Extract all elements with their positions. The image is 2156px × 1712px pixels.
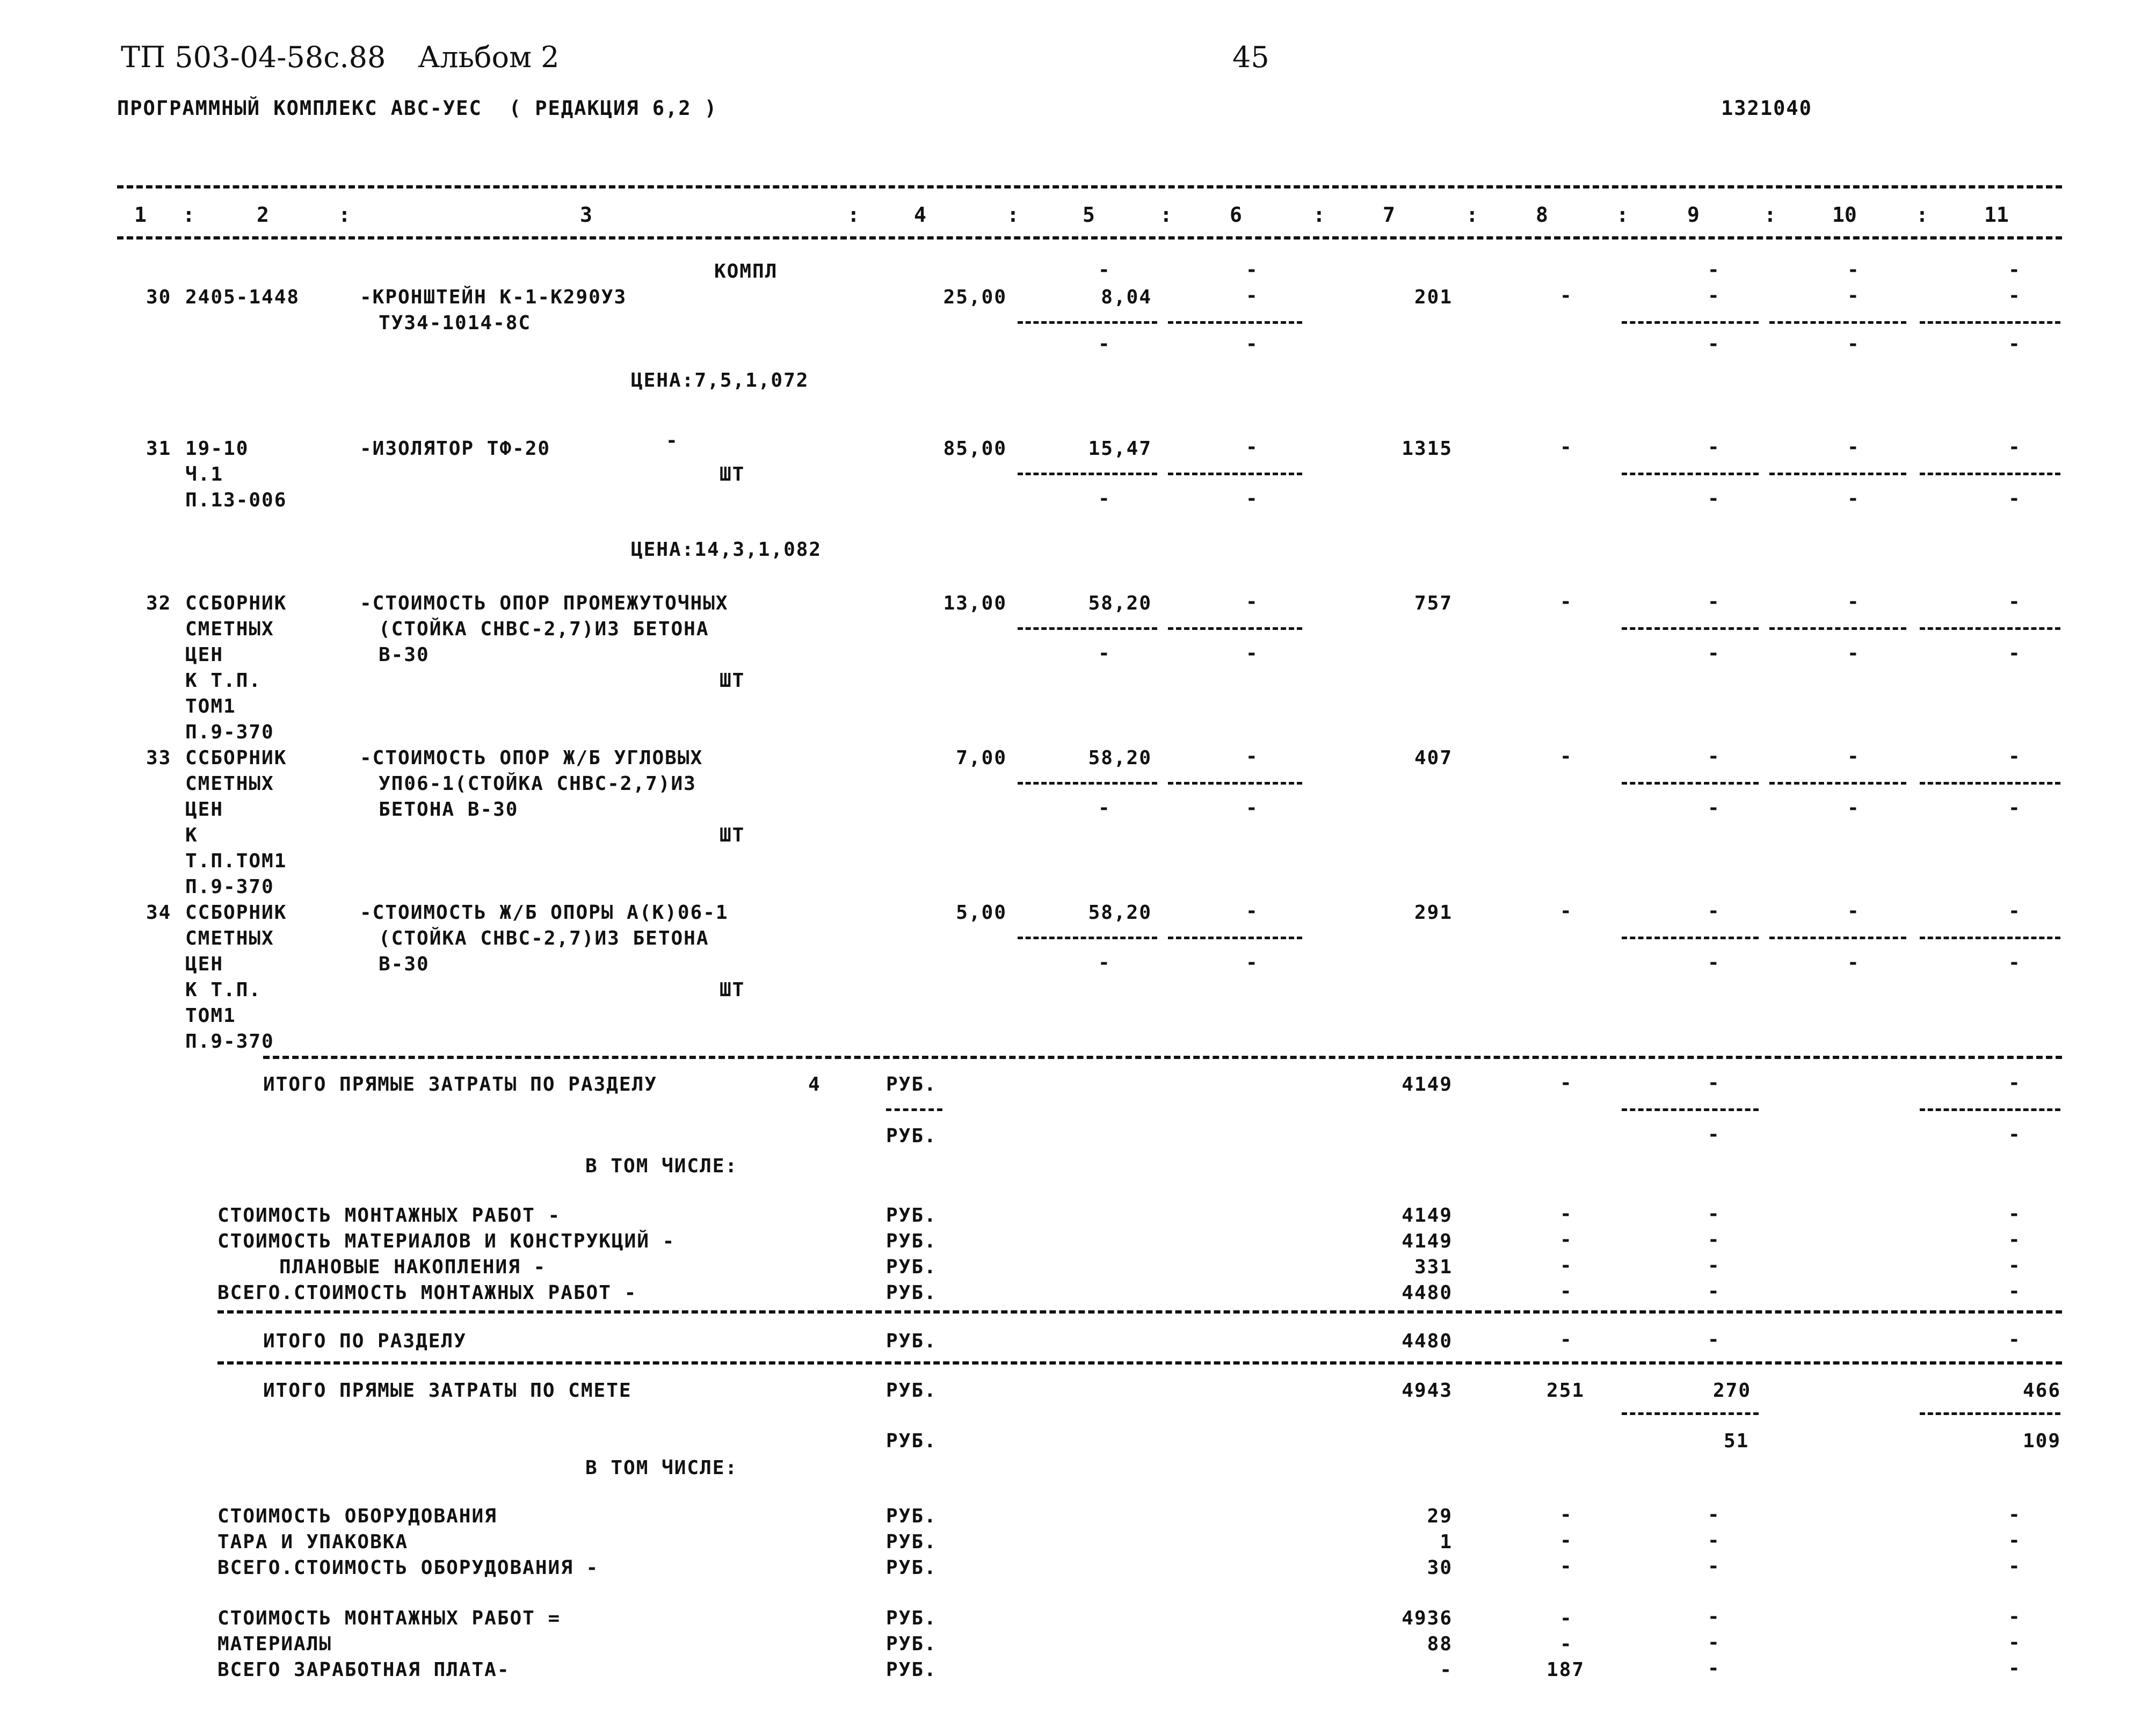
dash-mark: - [1560, 1504, 1572, 1526]
summary-row-label: СТОИМОСТЬ МАТЕРИАЛОВ И КОНСТРУКЦИЙ - [217, 1230, 676, 1252]
summary-rule [217, 1361, 2062, 1365]
equipment-row-label: ВСЕГО.СТОИМОСТЬ ОБОРУДОВАНИЯ - [217, 1557, 599, 1579]
equipment-row-value: 30 [1427, 1557, 1453, 1579]
dash-mark: - [1708, 745, 1719, 767]
dash-line [1920, 1108, 2060, 1111]
dash-mark: - [1560, 900, 1572, 922]
column-separator: : [1466, 203, 1478, 227]
dash-mark: - [1708, 642, 1719, 664]
currency-label: РУБ. [886, 1330, 937, 1352]
currency-label: РУБ. [886, 1282, 937, 1304]
dash-mark: - [1560, 1280, 1572, 1302]
dash-line [1622, 937, 1759, 939]
estimate-c7: 4943 [1402, 1380, 1453, 1402]
dash-mark: - [1246, 333, 1258, 355]
direct-costs-label: ИТОГО ПРЯМЫЕ ЗАТРАТЫ ПО РАЗДЕЛУ [263, 1073, 657, 1096]
dash-mark: - [1560, 1329, 1572, 1351]
program-line [117, 97, 744, 120]
dash-mark: - [2008, 797, 2020, 819]
work-row-label: МАТЕРИАЛЫ [217, 1633, 332, 1655]
work-row-c8: - [1560, 1607, 1573, 1629]
column-header: 4 [914, 203, 926, 227]
work-row-c8: 187 [1547, 1659, 1585, 1681]
dash-mark: - [2008, 900, 2020, 922]
row-number: 34 [146, 902, 172, 924]
dash-line [1168, 782, 1302, 785]
album-label: Альбом 2 [418, 40, 560, 74]
currency-label: РУБ. [886, 1531, 937, 1553]
dash-mark: - [1708, 488, 1719, 510]
dash-mark: - [1847, 488, 1859, 510]
code-line: Ч.1 [185, 463, 224, 485]
dash-mark: - [1847, 642, 1859, 664]
dash-mark: - [1098, 642, 1110, 664]
dash-mark: - [1246, 436, 1258, 458]
dash-mark: - [2008, 333, 2020, 355]
dash-line [1622, 1412, 1759, 1415]
dash-mark: - [1847, 285, 1859, 307]
dash-mark: - [1708, 1606, 1719, 1628]
currency-label: РУБ. [886, 1659, 937, 1681]
desc-line: -СТОИМОСТЬ ОПОР ПРОМЕЖУТОЧНЫХ [360, 592, 729, 614]
section-number: 4 [808, 1073, 821, 1096]
doc-code: ТП 503-04-58с.88 [121, 40, 386, 74]
dash-line [1168, 321, 1302, 324]
desc-line: БЕТОНА В-30 [379, 799, 519, 821]
column-separator: : [1916, 203, 1928, 227]
price-value: 58,20 [1088, 747, 1152, 769]
column-separator: : [1160, 203, 1172, 227]
dash-mark: - [1708, 591, 1719, 613]
code-line: К Т.П. [185, 670, 262, 692]
dash-mark: - [2008, 591, 2020, 613]
currency-label: РУБ. [886, 1073, 937, 1096]
including-label: В ТОМ ЧИСЛЕ: [585, 1155, 738, 1177]
equipment-row-value: 29 [1427, 1505, 1453, 1527]
work-row-c7: 88 [1427, 1633, 1453, 1655]
dash-mark: - [1708, 1123, 1719, 1145]
code-line: П.9-370 [185, 876, 274, 898]
work-row-c7: 4936 [1402, 1607, 1453, 1629]
dash-mark: - [1560, 591, 1572, 613]
desc-line: -ИЗОЛЯТОР ТФ-20 [360, 438, 551, 460]
unit-label: ШТ [720, 979, 745, 1001]
price-note: ЦЕНА:14,3,1,082 [631, 539, 822, 561]
dash-mark: - [1847, 745, 1859, 767]
dash-mark: - [2008, 1606, 2020, 1628]
dash-mark: - [1560, 1529, 1572, 1551]
equipment-row-label: ТАРА И УПАКОВКА [217, 1531, 409, 1553]
dash-mark: - [2008, 1229, 2020, 1251]
dash-line [1920, 627, 2060, 630]
code-line: ЦЕН [185, 644, 224, 666]
work-row-label: ВСЕГО ЗАРАБОТНАЯ ПЛАТА- [217, 1659, 510, 1681]
dash-mark: - [2008, 952, 2020, 974]
dash-mark: - [1560, 1229, 1572, 1251]
dash-mark: - [1560, 1555, 1572, 1577]
column-header: 5 [1083, 203, 1095, 227]
dash-mark: - [1708, 333, 1719, 355]
column-header: 1 [134, 203, 147, 227]
dash-mark: - [1246, 285, 1258, 307]
doc-title [121, 40, 592, 74]
dash-mark: - [1708, 1254, 1719, 1276]
column-header: 7 [1383, 203, 1395, 227]
work-row-label: СТОИМОСТЬ МОНТАЖНЫХ РАБОТ = [217, 1607, 561, 1629]
dash-mark: - [1560, 285, 1572, 307]
column-header: 3 [580, 203, 592, 227]
dash-mark: - [2008, 1254, 2020, 1276]
dash-mark: - [1847, 259, 1859, 281]
table-top-rule [117, 185, 2062, 188]
summary-row-value: 4149 [1402, 1230, 1453, 1252]
column-separator: : [1007, 203, 1019, 227]
dash-mark: - [1560, 436, 1572, 458]
estimate-c11-sub: 109 [2022, 1430, 2061, 1452]
dash-line [1018, 473, 1157, 475]
qty-value: 13,00 [943, 592, 1007, 614]
dash-mark: - [2008, 1631, 2020, 1653]
currency-label: РУБ. [886, 1380, 937, 1402]
code-line: ЦЕН [185, 799, 224, 821]
dash-mark: - [2008, 1555, 2020, 1577]
price-note: ЦЕНА:7,5,1,072 [631, 369, 809, 391]
dash-line [1920, 473, 2060, 475]
column-separator: : [183, 203, 195, 227]
code-line: 19-10 [185, 438, 249, 460]
summary-row-label: ВСЕГО.СТОИМОСТЬ МОНТАЖНЫХ РАБОТ - [217, 1282, 637, 1304]
dash-mark: - [1560, 1254, 1572, 1276]
currency-label: РУБ. [886, 1633, 937, 1655]
desc-line: -КРОНШТЕЙН К-1-К290У3 [360, 286, 627, 308]
qty-value: 85,00 [943, 438, 1007, 460]
dash-mark: - [1246, 259, 1258, 281]
row-number: 33 [146, 747, 172, 769]
dash-mark: - [1098, 333, 1110, 355]
dash-mark: - [1708, 952, 1719, 974]
work-row-c7: - [1440, 1659, 1453, 1681]
including-label: В ТОМ ЧИСЛЕ: [585, 1457, 738, 1479]
dash-line [1769, 321, 1906, 324]
column-separator: : [847, 203, 860, 227]
dash-mark: - [1708, 1631, 1719, 1653]
dash-mark: - [1246, 797, 1258, 819]
dash-line [1168, 937, 1302, 939]
dash-line [1168, 627, 1302, 630]
code-line: СМЕТНЫХ [185, 773, 274, 795]
unit-label: КОМПЛ [714, 260, 778, 282]
equipment-row-value: 1 [1440, 1531, 1453, 1553]
desc-line: -СТОИМОСТЬ Ж/Б ОПОРЫ А(К)06-1 [360, 902, 729, 924]
dash-mark: - [1708, 1203, 1719, 1225]
desc-line: ТУ34-1014-8С [379, 312, 532, 334]
dash-mark: - [2008, 1657, 2020, 1679]
dash-mark: - [2008, 1504, 2020, 1526]
unit-label: ШТ [720, 463, 745, 485]
summary-row-value: 331 [1414, 1256, 1453, 1278]
dash-mark: - [2008, 436, 2020, 458]
dash-mark: - [1560, 1072, 1572, 1094]
dash-mark: - [1246, 642, 1258, 664]
section-total-value: 4480 [1402, 1330, 1453, 1352]
dash-mark: - [1708, 1529, 1719, 1551]
column-separator: : [1616, 203, 1629, 227]
qty-value: 7,00 [956, 747, 1007, 769]
currency-label: РУБ. [886, 1505, 937, 1527]
equipment-row-label: СТОИМОСТЬ ОБОРУДОВАНИЯ [217, 1505, 497, 1527]
dash-line [1920, 782, 2060, 785]
code-line: ТОМ1 [185, 1005, 236, 1027]
dash-line [1622, 473, 1759, 475]
currency-label: РУБ. [886, 1430, 937, 1452]
dash-mark: - [1708, 1657, 1719, 1679]
dash-mark: - [666, 430, 678, 452]
desc-line: УП06-1(СТОЙКА СНВС-2,7)ИЗ [379, 773, 696, 795]
dash-mark: - [2008, 285, 2020, 307]
code-line: СМЕТНЫХ [185, 927, 274, 949]
estimate-c9-sub: 51 [1724, 1430, 1750, 1452]
dash-mark: - [2008, 1123, 2020, 1145]
dash-mark: - [1246, 952, 1258, 974]
qty-value: 25,00 [943, 286, 1007, 308]
total-value: 201 [1414, 286, 1453, 308]
desc-line: -СТОИМОСТЬ ОПОР Ж/Б УГЛОВЫХ [360, 747, 703, 769]
code-line: 2405-1448 [185, 286, 300, 308]
table-header-rule [117, 236, 2062, 240]
dash-mark: - [1708, 259, 1719, 281]
summary-row-value: 4480 [1402, 1282, 1453, 1304]
currency-label: РУБ. [886, 1607, 937, 1629]
doc-number: 1321040 [1721, 97, 1812, 120]
code-line: ЦЕН [185, 953, 224, 975]
dash-line [1622, 627, 1759, 630]
summary-rule [217, 1310, 2062, 1314]
dash-mark: - [2008, 1329, 2020, 1351]
desc-line: В-30 [379, 953, 430, 975]
total-value: 407 [1414, 747, 1453, 769]
summary-row-value: 4149 [1402, 1205, 1453, 1227]
dash-mark: - [1708, 900, 1719, 922]
dash-mark: - [1246, 745, 1258, 767]
dash-line [1018, 627, 1157, 630]
currency-label: РУБ. [886, 1205, 937, 1227]
price-value: 58,20 [1088, 902, 1152, 924]
qty-value: 5,00 [956, 902, 1007, 924]
code-line: ТОМ1 [185, 695, 236, 717]
dash-line [1018, 321, 1157, 324]
estimate-c11: 466 [2022, 1380, 2061, 1402]
dash-mark: - [1708, 797, 1719, 819]
estimate-label: ИТОГО ПРЯМЫЕ ЗАТРАТЫ ПО СМЕТЕ [263, 1380, 632, 1402]
code-line: ССБОРНИК [185, 592, 287, 614]
code-line: Т.П.ТОМ1 [185, 850, 287, 872]
column-separator: : [338, 203, 351, 227]
dash-mark: - [2008, 488, 2020, 510]
dash-mark: - [1098, 259, 1110, 281]
column-separator: : [1764, 203, 1776, 227]
dash-mark: - [1560, 745, 1572, 767]
code-line: П.9-370 [185, 1031, 274, 1053]
dash-mark: - [2008, 1280, 2020, 1302]
dash-line [1769, 782, 1906, 785]
program-name: ПРОГРАММНЫЙ КОМПЛЕКС АВС-УЕС [117, 97, 482, 120]
dash-mark: - [1246, 900, 1258, 922]
dash-mark: - [1098, 797, 1110, 819]
estimate-c9: 270 [1713, 1380, 1752, 1402]
dash-mark: - [2008, 1203, 2020, 1225]
dash-mark: - [1847, 333, 1859, 355]
total-value: 757 [1414, 592, 1453, 614]
dash-mark: - [1708, 1555, 1719, 1577]
code-line: ССБОРНИК [185, 902, 287, 924]
dash-mark: - [1708, 1504, 1719, 1526]
column-separator: : [1313, 203, 1325, 227]
desc-line: В-30 [379, 644, 430, 666]
dash-line [1769, 937, 1906, 939]
section-total-label: ИТОГО ПО РАЗДЕЛУ [263, 1330, 467, 1352]
dash-mark: - [1708, 1229, 1719, 1251]
summary-rule [263, 1056, 2062, 1059]
dash-mark: - [2008, 745, 2020, 767]
row-number: 32 [146, 592, 172, 614]
column-header: 8 [1536, 203, 1548, 227]
desc-line: (СТОЙКА СНВС-2,7)ИЗ БЕТОНА [379, 927, 709, 949]
dash-line [1769, 473, 1906, 475]
dash-line [1018, 782, 1157, 785]
dash-line [1622, 321, 1759, 324]
dash-mark: - [1708, 1329, 1719, 1351]
direct-costs-total: 4149 [1402, 1073, 1453, 1096]
column-header: 9 [1687, 203, 1700, 227]
dash-mark: - [1708, 285, 1719, 307]
summary-row-label: СТОИМОСТЬ МОНТАЖНЫХ РАБОТ - [217, 1205, 561, 1227]
dash-mark: - [1560, 1203, 1572, 1225]
dash-line [886, 1108, 942, 1111]
work-row-c8: - [1560, 1633, 1573, 1655]
total-value: 1315 [1402, 438, 1453, 460]
dash-line [1920, 321, 2060, 324]
page-number: 45 [1232, 40, 1269, 74]
column-header: 6 [1230, 203, 1242, 227]
summary-row-label: ПЛАНОВЫЕ НАКОПЛЕНИЯ - [279, 1256, 547, 1278]
total-value: 291 [1414, 902, 1453, 924]
code-line: К Т.П. [185, 979, 262, 1001]
dash-line [1920, 937, 2060, 939]
dash-mark: - [2008, 1529, 2020, 1551]
price-value: 8,04 [1101, 286, 1152, 308]
dash-mark: - [1847, 436, 1859, 458]
desc-line: (СТОЙКА СНВС-2,7)ИЗ БЕТОНА [379, 618, 709, 640]
code-line: ССБОРНИК [185, 747, 287, 769]
dash-mark: - [2008, 642, 2020, 664]
price-value: 58,20 [1088, 592, 1152, 614]
dash-mark: - [2008, 259, 2020, 281]
dash-line [1622, 1108, 1759, 1111]
price-value: 15,47 [1088, 438, 1152, 460]
code-line: СМЕТНЫХ [185, 618, 274, 640]
currency-label: РУБ. [886, 1256, 937, 1278]
currency-label: РУБ. [886, 1557, 937, 1579]
code-line: К [185, 824, 198, 846]
code-line: П.9-370 [185, 721, 274, 743]
code-line: П.13-006 [185, 489, 287, 511]
estimate-c8: 251 [1547, 1380, 1585, 1402]
dash-mark: - [1098, 488, 1110, 510]
unit-label: ШТ [720, 824, 745, 846]
dash-line [1769, 627, 1906, 630]
column-header: 10 [1832, 203, 1857, 227]
row-number: 30 [146, 286, 172, 308]
dash-mark: - [1246, 591, 1258, 613]
currency-label: РУБ. [886, 1125, 937, 1147]
dash-line [1622, 782, 1759, 785]
dash-mark: - [1847, 797, 1859, 819]
dash-mark: - [1098, 952, 1110, 974]
edition-label: ( РЕДАКЦИЯ 6,2 ) [509, 97, 718, 120]
column-header: 11 [1984, 203, 2009, 227]
dash-mark: - [1847, 952, 1859, 974]
dash-mark: - [1708, 436, 1719, 458]
currency-label: РУБ. [886, 1230, 937, 1252]
dash-mark: - [1708, 1280, 1719, 1302]
unit-label: ШТ [720, 670, 745, 692]
dash-mark: - [1847, 591, 1859, 613]
dash-mark: - [1708, 1072, 1719, 1094]
row-number: 31 [146, 438, 172, 460]
dash-line [1920, 1412, 2060, 1415]
dash-line [1168, 473, 1302, 475]
dash-mark: - [1847, 900, 1859, 922]
dash-mark: - [1246, 488, 1258, 510]
dash-line [1018, 937, 1157, 939]
dash-mark: - [2008, 1072, 2020, 1094]
column-header: 2 [257, 203, 269, 227]
